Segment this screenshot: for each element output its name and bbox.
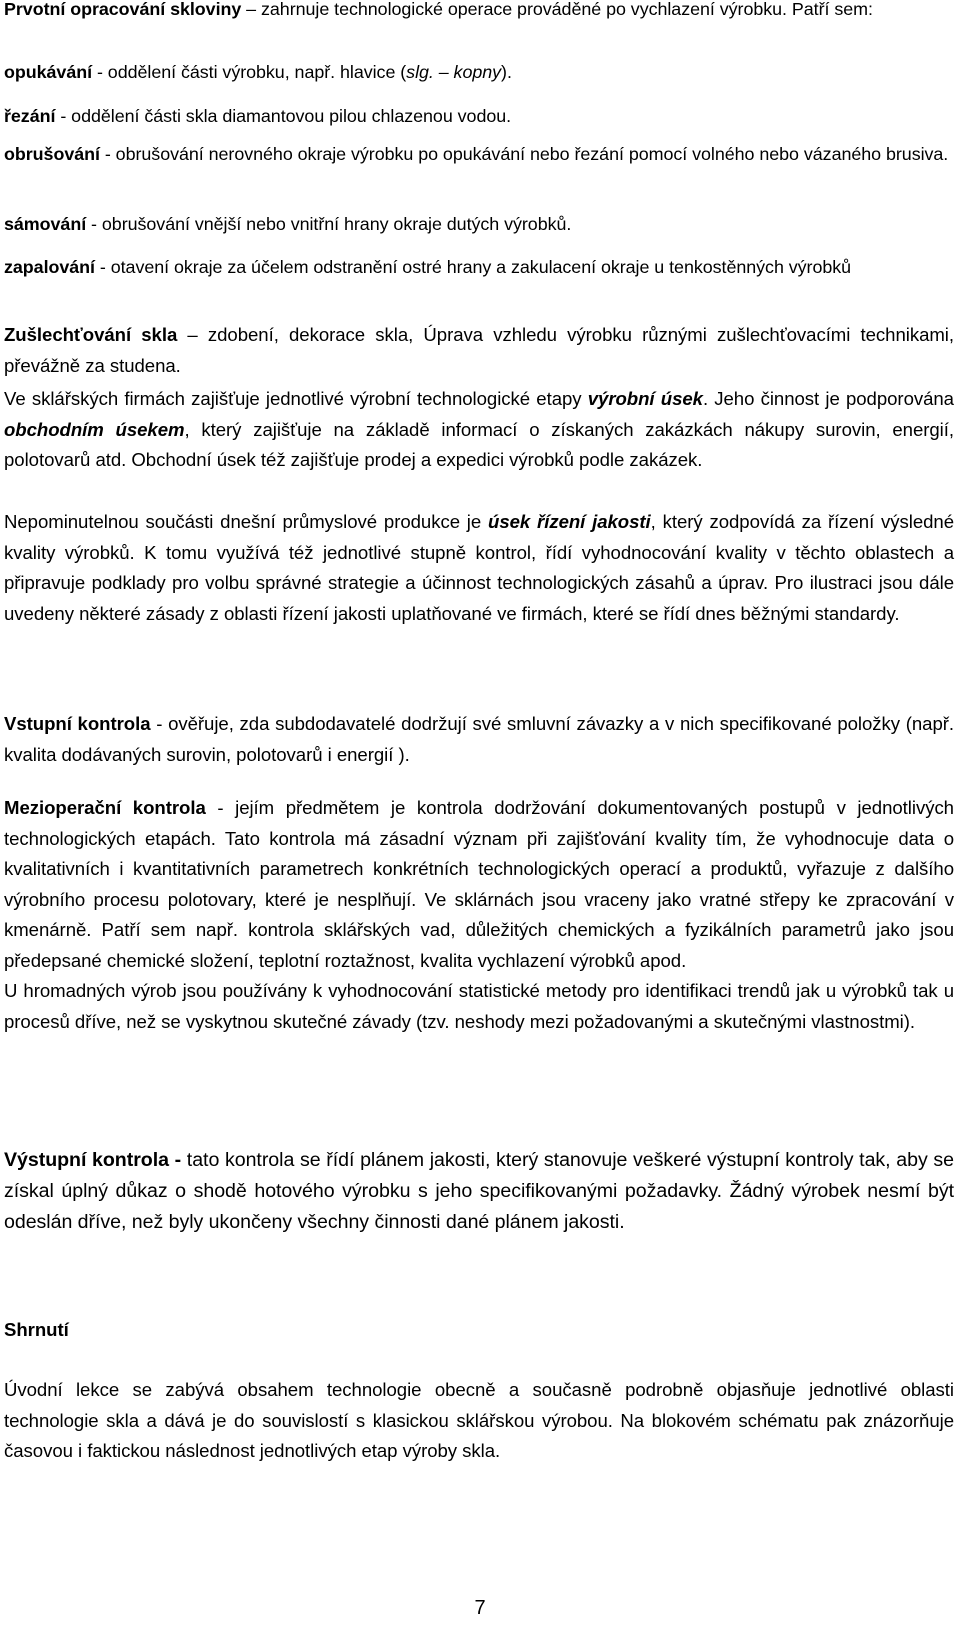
term: Výstupní kontrola - xyxy=(4,1149,182,1171)
paragraph-text: - oddělení části výrobku, např. hlavice ( xyxy=(92,62,407,82)
paragraph-text: - obrušování nerovného okraje výrobku po opukávání nebo řezání pomocí volného nebo vázaného brusiva. xyxy=(99,144,949,164)
paragraph-summary xyxy=(4,1375,954,1467)
paragraph-text: U hromadných výrob jsou používány k vyhodnocování statistické metody pro identifikaci trendů jak u výrobků tak u procesů dříve, než se vyskytnou skutečné závady (tzv. neshody mezi požadovanými a skutečnými vlastnostmi). xyxy=(4,980,954,1032)
paragraph-text: , který zajišťuje na základě informací o získaných zakázkách nákupy surovin, energií, polotovarů atd. Obchodní úsek též zajišťuje prodej a expedici výrobků podle zakázek. xyxy=(4,418,954,470)
section-heading xyxy=(4,1315,954,1346)
italic-text: slg. – kopny xyxy=(406,62,502,82)
page-number: 7 xyxy=(474,1597,486,1619)
paragraph-zapalovani xyxy=(4,253,954,283)
paragraph-obrusovani xyxy=(4,140,954,170)
paragraph-text: - jejím předmětem je kontrola dodržování dokumentovaných postupů v jednotlivých technologických etapách. Tato kontrola má zásadní význam při zajišťování kvality tím, že vyhodnocuje data o kvalitativních i kvantitativních parametrech konkrétních technologických operací a produktů, vyřazuje z dalšího výrobního procesu polotovary, které je nesplňují. Ve sklárnách jsou vraceny jako vratné střepy ke zpracování v kmenárně. Patří sem např. kontrola sklářských vad, důležitých chemických a fyzikálních parametrů jako jsou předepsané chemické složení, teplotní roztažnost, kvalita vychlazení výrobků apod. xyxy=(4,797,954,971)
paragraph-text: Úvodní lekce se zabývá obsahem technologie obecně a současně podrobně objasňuje jednotlivé oblasti technologie skla a dává je do souvislostí s klasickou sklářskou výrobou. Na blokovém schématu pak znázorňuje časovou i faktickou následnost jednotlivých etap výroby skla. xyxy=(4,1379,954,1461)
term: Vstupní kontrola xyxy=(4,713,151,734)
term: Zušlechťování skla xyxy=(4,324,178,345)
emphasis: úsek řízení jakosti xyxy=(488,511,651,532)
paragraph-text: . Jeho činnost je podporována xyxy=(702,388,954,409)
paragraph-text: - obrušování vnější nebo vnitřní hrany okraje dutých výrobků. xyxy=(86,214,572,234)
paragraph-prvotni-opracovani xyxy=(4,0,954,25)
paragraph-rezani xyxy=(4,102,954,132)
paragraph-vystupni-kontrola xyxy=(4,1145,954,1238)
paragraph-samovani xyxy=(4,210,954,240)
paragraph-zuslechtovani xyxy=(4,320,954,381)
paragraph-text: - ověřuje, zda subdodavatelé dodržují své smluvní závazky a v nich specifikované položky (např. kvalita dodávaných surovin, polotovarů i energií ). xyxy=(4,713,954,765)
term: řezání xyxy=(4,106,56,126)
term: Prvotní opracování skloviny xyxy=(4,0,242,19)
paragraph-text: – zdobení, dekorace skla, Úprava vzhledu výrobku různými zušlechťovacími technikami, převážně za studena. xyxy=(4,324,954,376)
paragraph-text: Ve sklářských firmách zajišťuje jednotlivé výrobní technologické etapy xyxy=(4,388,588,409)
summary-heading: Shrnutí xyxy=(4,1319,69,1340)
paragraph-text: , který zodpovídá za řízení výsledné kvality výrobků. K tomu využívá též jednotlivé stupně kontrol, řídí vyhodnocování kvality v těchto oblastech a připravuje podklady pro volbu správné strategie a účinnost technologických zásahů a úprav. Pro ilustraci jsou dále uvedeny některé zásady z oblasti řízení jakosti uplatňované ve firmách, které se řídí dnes běžnými standardy. xyxy=(4,511,954,624)
term: zapalování xyxy=(4,257,95,277)
term: sámování xyxy=(4,214,87,234)
paragraph-text: Nepominutelnou součásti dnešní průmyslové produkce je xyxy=(4,511,489,532)
paragraph-mezioperacni-kontrola xyxy=(4,793,954,1037)
paragraph-usek-rizeni-jakosti xyxy=(4,507,954,629)
emphasis: výrobní úsek xyxy=(587,388,703,409)
term: opukávání xyxy=(4,62,93,82)
term: obrušování xyxy=(4,144,100,164)
paragraph-text: - otavení okraje za účelem odstranění ostré hrany a zakulacení okraje u tenkostěnných výrobků xyxy=(94,257,852,277)
emphasis: obchodním úsekem xyxy=(4,418,185,440)
paragraph-text: ). xyxy=(501,62,512,82)
term: Mezioperační kontrola xyxy=(4,797,206,818)
paragraph-opukavani xyxy=(4,58,954,88)
paragraph-text: – zahrnuje technologické operace prováděné po vychlazení výrobku. Patří sem: xyxy=(241,0,873,19)
paragraph-vyrobni-usek xyxy=(4,384,954,476)
paragraph-text: tato kontrola se řídí plánem jakosti, který stanovuje veškeré výstupní kontroly tak, aby se získal úplný důkaz o shodě hotového výrobku s jeho specifikovanými požadavky. Žádný výrobek nesmí být odeslán dříve, než byly ukončeny všechny činnosti dané plánem jakosti. xyxy=(4,1149,954,1233)
paragraph-vstupni-kontrola xyxy=(4,709,954,770)
paragraph-text: - oddělení části skla diamantovou pilou chlazenou vodou. xyxy=(55,106,512,126)
